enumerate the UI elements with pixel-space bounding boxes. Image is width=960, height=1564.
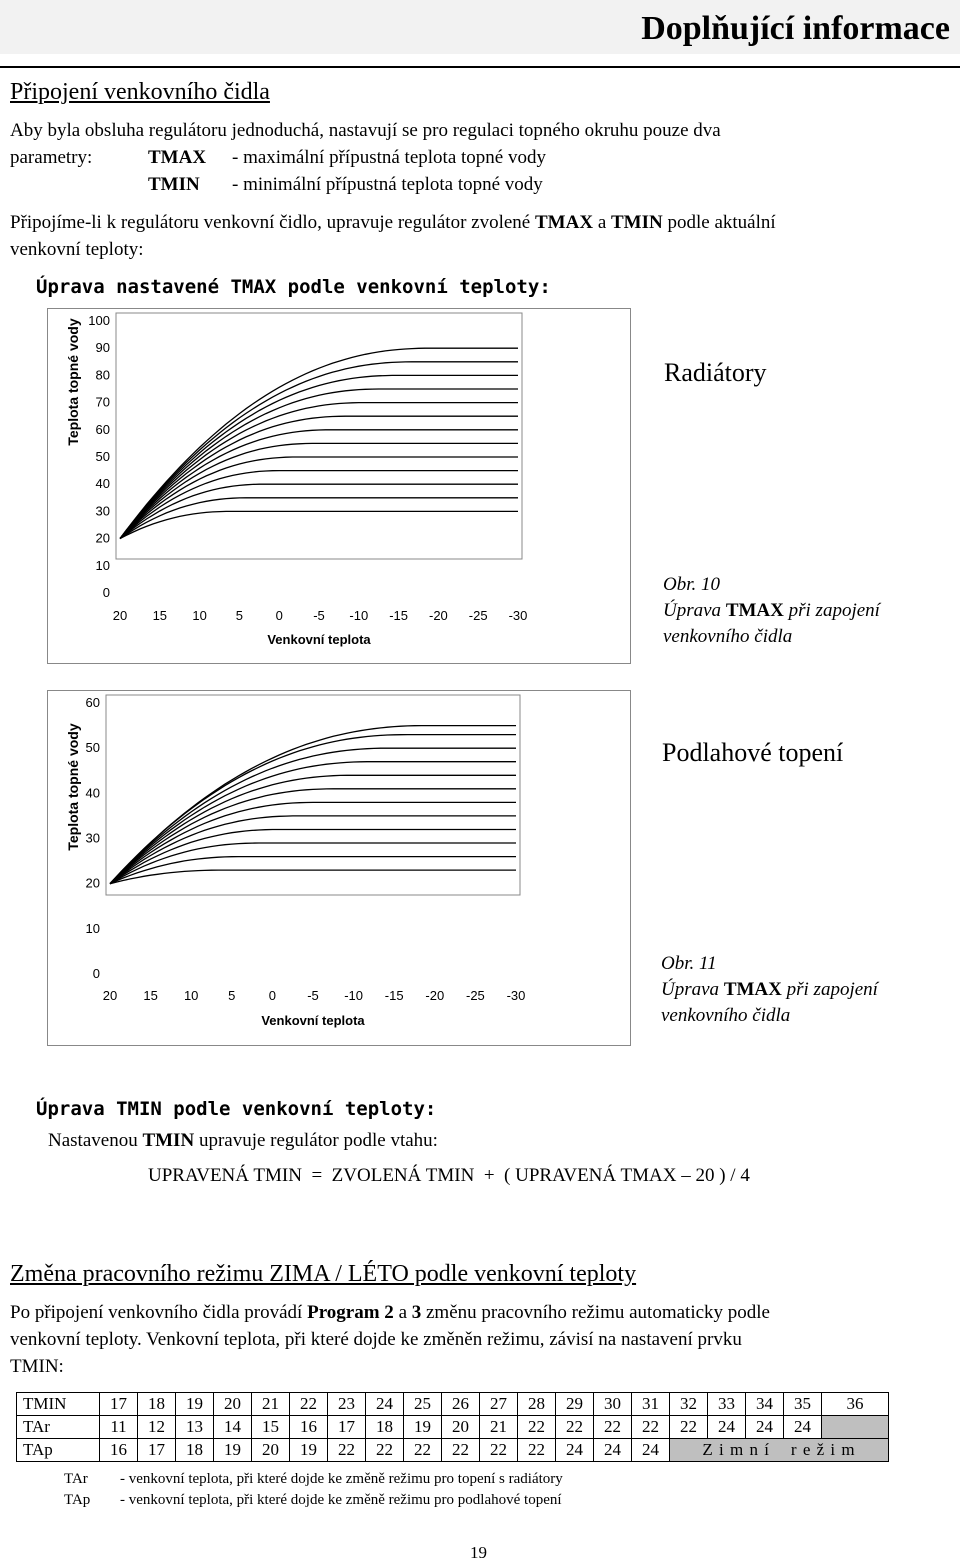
y-tick-label: 60	[85, 695, 100, 710]
x-axis-label: Venkovní teplota	[261, 1013, 365, 1028]
y-tick-label: 100	[88, 313, 110, 328]
chart-radiators	[48, 309, 628, 661]
table-cell: 35	[784, 1393, 822, 1416]
y-tick-label: 20	[85, 875, 100, 891]
para-sensor-line2: venkovní teploty:	[10, 239, 144, 260]
y-tick-label: 50	[95, 449, 110, 464]
table-cell: 26	[442, 1393, 480, 1416]
table-cell: 18	[366, 1416, 404, 1439]
section-title-mode-change: Změna pracovního režimu ZIMA / LÉTO podle venkovní teploty	[10, 1261, 637, 1287]
param-name-tmax: TMAX	[148, 147, 207, 168]
table-cell: 11	[100, 1416, 138, 1439]
table-cell-last: 36	[822, 1393, 889, 1416]
x-tick-label: 10	[183, 988, 199, 1003]
table-cell: 28	[518, 1393, 556, 1416]
table-cell: 30	[594, 1393, 632, 1416]
subtitle-tmin: Úprava TMIN podle venkovní teploty:	[36, 1098, 437, 1120]
table-cell: 20	[442, 1416, 480, 1439]
table-cell: 24	[708, 1416, 746, 1439]
mode-text-line2: venkovní teploty. Venkovní teplota, při které dojde ke změněn režimu, závisí na nastavení prvku	[10, 1329, 742, 1350]
x-tick-label: 5	[228, 988, 236, 1003]
x-tick-label: -20	[425, 988, 445, 1003]
table-row-tap	[17, 1439, 889, 1462]
plot-area	[116, 313, 522, 559]
page-header-title: Doplňující informace	[641, 10, 950, 47]
table-cell: 27	[480, 1393, 518, 1416]
table-cell: 24	[746, 1416, 784, 1439]
table-cell: 22	[632, 1416, 670, 1439]
page-number: 19	[470, 1543, 487, 1562]
series-line	[120, 498, 518, 539]
table-cell: 19	[214, 1439, 252, 1462]
table-cell: 34	[746, 1393, 784, 1416]
table-cell: 22	[670, 1416, 708, 1439]
table-cell: 17	[100, 1393, 138, 1416]
table-cell: 22	[556, 1416, 594, 1439]
table-cell: 16	[290, 1416, 328, 1439]
x-tick-label: -10	[349, 608, 369, 623]
x-tick-label: -5	[307, 988, 319, 1003]
mode-text-line3: TMIN:	[10, 1356, 64, 1377]
y-tick-label: 30	[95, 503, 110, 519]
x-tick-label: 10	[192, 608, 207, 623]
x-tick-label: -20	[429, 608, 448, 623]
tmin-text: Nastavenou TMIN upravuje regulátor podle vtahu:	[48, 1130, 438, 1151]
chart2-ylabel: Teplota topné vody	[65, 723, 81, 851]
y-tick-label: 40	[85, 785, 100, 801]
x-tick-label: -5	[313, 608, 325, 623]
x-tick-label: 0	[275, 608, 283, 623]
x-tick-label: 20	[102, 988, 118, 1003]
table-cell: 13	[176, 1416, 214, 1439]
y-tick-label: 50	[85, 740, 100, 756]
table-cell: 16	[100, 1439, 138, 1462]
y-tick-label: 10	[95, 557, 110, 573]
table-cell: 20	[214, 1393, 252, 1416]
table-cell: 29	[556, 1393, 594, 1416]
x-tick-label: -30	[508, 608, 528, 623]
label-radiators: Radiátory	[664, 358, 767, 387]
x-axis-label: Venkovní teplota	[267, 632, 371, 647]
table-cell-last	[822, 1416, 889, 1439]
table-cell: 18	[138, 1393, 176, 1416]
table-cell: 21	[480, 1416, 518, 1439]
param-desc-tmin: - minimální přípustná teplota topné vody	[232, 174, 543, 195]
series-line	[120, 511, 518, 538]
table-cell: 14	[214, 1416, 252, 1439]
table-cell: 23	[328, 1393, 366, 1416]
x-tick-label: -10	[344, 988, 363, 1003]
table-row-tmin	[17, 1393, 889, 1416]
y-tick-label: 10	[85, 920, 100, 936]
table-row-head: TAp	[17, 1439, 100, 1462]
x-tick-label: 15	[143, 988, 158, 1003]
chart1-ylabel: Teplota topné vody	[65, 318, 81, 446]
chart-floor-heating	[48, 691, 628, 1043]
y-tick-label: 30	[85, 830, 100, 846]
table-cell: 19	[290, 1439, 328, 1462]
x-tick-label: -25	[468, 608, 488, 623]
params-label: parametry:	[10, 147, 93, 168]
header-rule	[0, 66, 960, 68]
table-cell: 22	[442, 1439, 480, 1462]
x-tick-label: 5	[235, 608, 244, 623]
table-cell: 33	[708, 1393, 746, 1416]
table-cell: 20	[252, 1439, 290, 1462]
y-tick-label: 80	[95, 367, 110, 383]
mode-change-table	[16, 1392, 889, 1462]
y-tick-label: 60	[95, 421, 110, 437]
series-line	[120, 416, 518, 538]
legend-tar: TAr - venkovní teplota, při které dojde ke změně režimu pro topení s radiátory	[64, 1471, 563, 1487]
series-line	[110, 762, 516, 884]
y-tick-label: 0	[102, 585, 110, 600]
series-line	[120, 362, 518, 539]
x-tick-label: -30	[506, 988, 526, 1003]
section-title-connection: Připojení venkovního čidla	[10, 79, 270, 105]
table-cell: 22	[366, 1439, 404, 1462]
intro-text: Aby byla obsluha regulátoru jednoduchá, nastavují se pro regulaci topného okruhu pouze dva	[10, 120, 721, 141]
legend-tap: TAp - venkovní teplota, při které dojde ke změně režimu pro podlahové topení	[64, 1492, 562, 1508]
table-cell: 25	[404, 1393, 442, 1416]
table-cell: 22	[518, 1416, 556, 1439]
table-cell: 24	[594, 1439, 632, 1462]
table-cell: 22	[518, 1439, 556, 1462]
table-cell: 21	[252, 1393, 290, 1416]
table-row-tar	[17, 1416, 889, 1439]
table-cell: 24	[632, 1439, 670, 1462]
caption-obr10: Obr. 10 Úprava TMAX při zapojení venkovního čidla	[663, 574, 880, 647]
series-line	[120, 471, 518, 539]
series-line	[110, 735, 516, 884]
table-cell: 22	[290, 1393, 328, 1416]
table-cell: 19	[176, 1393, 214, 1416]
x-tick-label: 15	[152, 608, 168, 623]
table-cell: 31	[632, 1393, 670, 1416]
y-tick-label: 20	[95, 530, 110, 546]
series-line	[120, 443, 518, 538]
series-line	[110, 726, 516, 884]
x-tick-label: 0	[268, 988, 277, 1003]
y-tick-label: 70	[95, 394, 110, 410]
tmin-formula: UPRAVENÁ TMIN = ZVOLENÁ TMIN + ( UPRAVENÁ TMAX – 20 ) / 4	[148, 1165, 750, 1186]
x-tick-label: -25	[466, 988, 485, 1003]
y-tick-label: 90	[95, 340, 110, 356]
table-cell-winter-mode: Z i m n í r e ž i m	[670, 1439, 889, 1462]
table-cell: 24	[556, 1439, 594, 1462]
table-row-head: TAr	[17, 1416, 100, 1439]
x-tick-label: -15	[389, 608, 408, 623]
table-cell: 17	[328, 1416, 366, 1439]
param-desc-tmax: - maximální přípustná teplota topné vody	[232, 147, 546, 168]
table-cell: 19	[404, 1416, 442, 1439]
x-tick-label: -15	[384, 988, 404, 1003]
table-cell: 24	[366, 1393, 404, 1416]
table-cell: 22	[480, 1439, 518, 1462]
table-cell: 12	[138, 1416, 176, 1439]
table-cell: 22	[404, 1439, 442, 1462]
table-cell: 24	[784, 1416, 822, 1439]
series-line	[110, 870, 516, 884]
y-tick-label: 0	[92, 966, 100, 981]
table-cell: 22	[594, 1416, 632, 1439]
x-tick-label: 20	[112, 608, 128, 623]
caption-obr11: Obr. 11 Úprava TMAX při zapojení venkovního čidla	[661, 953, 878, 1026]
param-name-tmin: TMIN	[148, 174, 200, 195]
table-cell: 15	[252, 1416, 290, 1439]
subtitle-tmax: Úprava nastavené TMAX podle venkovní teploty:	[36, 276, 551, 298]
label-floor-heating: Podlahové topení	[662, 738, 844, 767]
y-tick-label: 40	[95, 476, 110, 492]
para-sensor: Připojíme-li k regulátoru venkovní čidlo, upravuje regulátor zvolené TMAX a TMIN podle aktuální	[10, 212, 776, 233]
table-cell: 32	[670, 1393, 708, 1416]
mode-text: Po připojení venkovního čidla provádí Program 2 a 3 změnu pracovního režimu automaticky podle	[10, 1302, 770, 1323]
table-cell: 22	[328, 1439, 366, 1462]
table-cell: 18	[176, 1439, 214, 1462]
table-row-head: TMIN	[17, 1393, 100, 1416]
table-cell: 17	[138, 1439, 176, 1462]
